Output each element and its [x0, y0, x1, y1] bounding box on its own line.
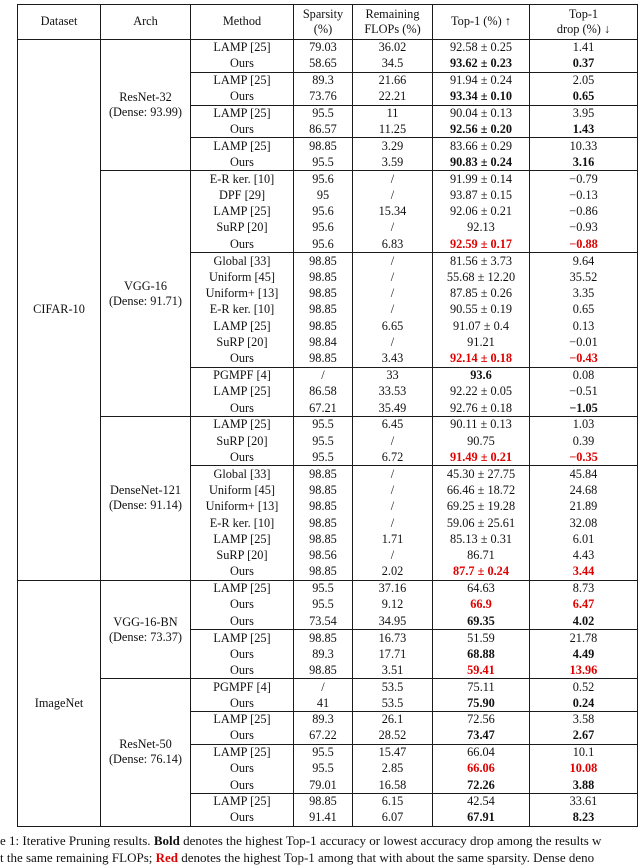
method-cell: Uniform+ [13]: [191, 498, 294, 514]
drop-cell: 0.39: [530, 433, 638, 449]
method-cell: Global [33]: [191, 253, 294, 269]
flops-cell: 9.12: [353, 597, 433, 613]
flops-cell: 3.51: [353, 662, 433, 678]
flops-cell: 15.47: [353, 744, 433, 760]
flops-cell: /: [353, 335, 433, 351]
top1-cell: 75.11: [433, 679, 530, 695]
flops-cell: 28.52: [353, 728, 433, 744]
flops-cell: 11: [353, 105, 433, 121]
method-cell: PGMPF [4]: [191, 679, 294, 695]
flops-cell: 6.15: [353, 793, 433, 809]
method-cell: LAMP [25]: [191, 630, 294, 646]
sparsity-cell: 95.5: [294, 597, 353, 613]
method-cell: LAMP [25]: [191, 105, 294, 121]
top1-cell: 90.83 ± 0.24: [433, 154, 530, 170]
flops-cell: /: [353, 220, 433, 236]
flops-cell: /: [353, 302, 433, 318]
arch-cell: [101, 416, 191, 580]
drop-cell: 8.73: [530, 580, 638, 596]
method-cell: Ours: [191, 236, 294, 252]
flops-cell: 3.29: [353, 138, 433, 154]
drop-cell: 0.65: [530, 89, 638, 105]
sparsity-cell: 95.6: [294, 236, 353, 252]
flops-cell: /: [353, 466, 433, 482]
flops-cell: /: [353, 285, 433, 301]
flops-cell: 3.43: [353, 351, 433, 367]
top1-cell: 91.94 ± 0.24: [433, 72, 530, 88]
sparsity-cell: 98.85: [294, 302, 353, 318]
method-cell: LAMP [25]: [191, 318, 294, 334]
flops-cell: 33: [353, 367, 433, 383]
drop-cell: 6.47: [530, 597, 638, 613]
flops-cell: 17.71: [353, 646, 433, 662]
drop-cell: 1.43: [530, 121, 638, 137]
top1-cell: 66.46 ± 18.72: [433, 482, 530, 498]
caption-keyword: Red: [155, 850, 179, 865]
sparsity-cell: 95.5: [294, 416, 353, 432]
flops-cell: 21.66: [353, 72, 433, 88]
drop-cell: 0.37: [530, 56, 638, 72]
sparsity-cell: 79.03: [294, 40, 353, 56]
sparsity-cell: 95.6: [294, 220, 353, 236]
caption-text: e 1: Iterative Pruning results.: [0, 833, 154, 848]
drop-cell: 21.78: [530, 630, 638, 646]
drop-cell: 6.01: [530, 531, 638, 547]
table-caption: [0, 832, 640, 866]
method-cell: Ours: [191, 89, 294, 105]
drop-cell: 3.35: [530, 285, 638, 301]
flops-cell: 16.73: [353, 630, 433, 646]
flops-cell: 53.5: [353, 695, 433, 711]
flops-cell: /: [353, 187, 433, 203]
drop-cell: −0.86: [530, 203, 638, 219]
sparsity-cell: 98.85: [294, 662, 353, 678]
column-header: Sparsity (%): [294, 5, 353, 40]
method-cell: Ours: [191, 121, 294, 137]
drop-cell: 45.84: [530, 466, 638, 482]
top1-cell: 87.85 ± 0.26: [433, 285, 530, 301]
flops-cell: 35.49: [353, 400, 433, 416]
method-cell: Ours: [191, 597, 294, 613]
sparsity-cell: 79.01: [294, 777, 353, 793]
top1-cell: 92.14 ± 0.18: [433, 351, 530, 367]
sparsity-cell: 58.65: [294, 56, 353, 72]
drop-cell: 0.52: [530, 679, 638, 695]
method-cell: E-R ker. [10]: [191, 171, 294, 187]
top1-cell: 75.90: [433, 695, 530, 711]
column-header: Top-1 drop (%) ↓: [530, 5, 638, 40]
drop-cell: 1.41: [530, 40, 638, 56]
top1-cell: 67.91: [433, 810, 530, 826]
method-cell: LAMP [25]: [191, 384, 294, 400]
top1-cell: 45.30 ± 27.75: [433, 466, 530, 482]
sparsity-cell: 98.85: [294, 630, 353, 646]
column-header: Dataset: [18, 5, 101, 40]
caption-text: denotes the highest Top-1 accuracy or lowest accuracy drop among the results w: [179, 833, 602, 848]
table-row: [18, 171, 638, 187]
sparsity-cell: 98.85: [294, 351, 353, 367]
arch-name: VGG-16: [123, 278, 168, 293]
method-cell: LAMP [25]: [191, 793, 294, 809]
flops-cell: 11.25: [353, 121, 433, 137]
method-cell: Ours: [191, 810, 294, 826]
method-cell: LAMP [25]: [191, 203, 294, 219]
top1-cell: 68.88: [433, 646, 530, 662]
top1-cell: 69.35: [433, 613, 530, 629]
sparsity-cell: 91.41: [294, 810, 353, 826]
drop-cell: 2.05: [530, 72, 638, 88]
flops-cell: 16.58: [353, 777, 433, 793]
top1-cell: 59.06 ± 25.61: [433, 515, 530, 531]
drop-cell: 0.24: [530, 695, 638, 711]
flops-cell: 2.85: [353, 761, 433, 777]
sparsity-cell: 67.21: [294, 400, 353, 416]
top1-cell: 72.26: [433, 777, 530, 793]
flops-cell: /: [353, 433, 433, 449]
top1-cell: 73.47: [433, 728, 530, 744]
sparsity-cell: /: [294, 679, 353, 695]
method-cell: Uniform [45]: [191, 482, 294, 498]
method-cell: Ours: [191, 56, 294, 72]
drop-cell: 4.49: [530, 646, 638, 662]
top1-cell: 66.04: [433, 744, 530, 760]
sparsity-cell: 98.85: [294, 482, 353, 498]
flops-cell: 6.65: [353, 318, 433, 334]
sparsity-cell: 95.5: [294, 154, 353, 170]
drop-cell: 4.43: [530, 548, 638, 564]
method-cell: Uniform [45]: [191, 269, 294, 285]
sparsity-cell: 98.85: [294, 138, 353, 154]
drop-cell: 10.1: [530, 744, 638, 760]
drop-cell: 9.64: [530, 253, 638, 269]
drop-cell: 8.23: [530, 810, 638, 826]
column-header: Arch: [101, 5, 191, 40]
flops-cell: /: [353, 548, 433, 564]
method-cell: E-R ker. [10]: [191, 302, 294, 318]
sparsity-cell: 89.3: [294, 712, 353, 728]
flops-cell: /: [353, 515, 433, 531]
method-cell: Ours: [191, 449, 294, 465]
drop-cell: 33.61: [530, 793, 638, 809]
method-cell: LAMP [25]: [191, 744, 294, 760]
method-cell: Ours: [191, 761, 294, 777]
top1-cell: 81.56 ± 3.73: [433, 253, 530, 269]
arch-dense-accuracy: (Dense: 93.99): [108, 105, 183, 120]
sparsity-cell: 89.3: [294, 72, 353, 88]
drop-cell: −0.13: [530, 187, 638, 203]
method-cell: Ours: [191, 695, 294, 711]
top1-cell: 64.63: [433, 580, 530, 596]
sparsity-cell: 95.5: [294, 433, 353, 449]
header-row: [18, 5, 638, 40]
caption-text: denotes the highest Top-1 among that with about the same sparsity. Dense deno: [178, 850, 595, 865]
top1-cell: 91.21: [433, 335, 530, 351]
method-cell: LAMP [25]: [191, 580, 294, 596]
table-row: [18, 416, 638, 432]
drop-cell: 2.67: [530, 728, 638, 744]
drop-cell: −1.05: [530, 400, 638, 416]
flops-cell: 6.07: [353, 810, 433, 826]
sparsity-cell: 73.54: [294, 613, 353, 629]
method-cell: DPF [29]: [191, 187, 294, 203]
top1-cell: 90.75: [433, 433, 530, 449]
table-body: [18, 40, 638, 827]
flops-cell: /: [353, 253, 433, 269]
drop-cell: 0.08: [530, 367, 638, 383]
sparsity-cell: 95.5: [294, 761, 353, 777]
flops-cell: 33.53: [353, 384, 433, 400]
flops-cell: 53.5: [353, 679, 433, 695]
caption-line: [0, 832, 640, 849]
sparsity-cell: 98.85: [294, 531, 353, 547]
column-header: Method: [191, 5, 294, 40]
top1-cell: 69.25 ± 19.28: [433, 498, 530, 514]
sparsity-cell: 98.85: [294, 793, 353, 809]
drop-cell: 13.96: [530, 662, 638, 678]
top1-cell: 92.06 ± 0.21: [433, 203, 530, 219]
caption-keyword: Bold: [153, 833, 180, 848]
method-cell: SuRP [20]: [191, 433, 294, 449]
sparsity-cell: 98.85: [294, 515, 353, 531]
sparsity-cell: 98.85: [294, 318, 353, 334]
sparsity-cell: 98.56: [294, 548, 353, 564]
drop-cell: −0.43: [530, 351, 638, 367]
method-cell: E-R ker. [10]: [191, 515, 294, 531]
method-cell: Ours: [191, 564, 294, 580]
top1-cell: 51.59: [433, 630, 530, 646]
top1-cell: 93.87 ± 0.15: [433, 187, 530, 203]
arch-dense-accuracy: (Dense: 91.14): [108, 498, 183, 513]
method-cell: Ours: [191, 351, 294, 367]
sparsity-cell: 95.5: [294, 449, 353, 465]
top1-cell: 90.55 ± 0.19: [433, 302, 530, 318]
arch-dense-accuracy: (Dense: 91.71): [108, 293, 183, 308]
top1-cell: 85.13 ± 0.31: [433, 531, 530, 547]
top1-cell: 87.7 ± 0.24: [433, 564, 530, 580]
top1-cell: 91.07 ± 0.4: [433, 318, 530, 334]
method-cell: PGMPF [4]: [191, 367, 294, 383]
method-cell: Ours: [191, 662, 294, 678]
sparsity-cell: 98.85: [294, 285, 353, 301]
drop-cell: 24.68: [530, 482, 638, 498]
table-row: [18, 580, 638, 596]
sparsity-cell: 98.85: [294, 498, 353, 514]
top1-cell: 93.62 ± 0.23: [433, 56, 530, 72]
flops-cell: /: [353, 498, 433, 514]
sparsity-cell: /: [294, 367, 353, 383]
flops-cell: 22.21: [353, 89, 433, 105]
top1-cell: 92.58 ± 0.25: [433, 40, 530, 56]
sparsity-cell: 86.58: [294, 384, 353, 400]
flops-cell: 6.45: [353, 416, 433, 432]
sparsity-cell: 98.85: [294, 253, 353, 269]
top1-cell: 91.99 ± 0.14: [433, 171, 530, 187]
sparsity-cell: 41: [294, 695, 353, 711]
top1-cell: 91.49 ± 0.21: [433, 449, 530, 465]
sparsity-cell: 98.85: [294, 564, 353, 580]
drop-cell: 0.13: [530, 318, 638, 334]
method-cell: SuRP [20]: [191, 335, 294, 351]
top1-cell: 90.11 ± 0.13: [433, 416, 530, 432]
drop-cell: 3.58: [530, 712, 638, 728]
sparsity-cell: 67.22: [294, 728, 353, 744]
top1-cell: 66.9: [433, 597, 530, 613]
arch-name: ResNet-50: [119, 737, 172, 752]
flops-cell: 3.59: [353, 154, 433, 170]
method-cell: LAMP [25]: [191, 138, 294, 154]
sparsity-cell: 95: [294, 187, 353, 203]
top1-cell: 86.71: [433, 548, 530, 564]
flops-cell: 1.71: [353, 531, 433, 547]
arch-cell: [101, 679, 191, 827]
flops-cell: 15.34: [353, 203, 433, 219]
sparsity-cell: 73.76: [294, 89, 353, 105]
sparsity-cell: 86.57: [294, 121, 353, 137]
top1-cell: 42.54: [433, 793, 530, 809]
top1-cell: 92.76 ± 0.18: [433, 400, 530, 416]
top1-cell: 83.66 ± 0.29: [433, 138, 530, 154]
sparsity-cell: 98.85: [294, 269, 353, 285]
method-cell: Ours: [191, 613, 294, 629]
top1-cell: 72.56: [433, 712, 530, 728]
top1-cell: 92.22 ± 0.05: [433, 384, 530, 400]
flops-cell: 6.83: [353, 236, 433, 252]
flops-cell: 26.1: [353, 712, 433, 728]
drop-cell: 3.95: [530, 105, 638, 121]
drop-cell: 0.65: [530, 302, 638, 318]
sparsity-cell: 95.5: [294, 580, 353, 596]
arch-dense-accuracy: (Dense: 73.37): [108, 629, 183, 644]
method-cell: LAMP [25]: [191, 72, 294, 88]
method-cell: Ours: [191, 400, 294, 416]
method-cell: LAMP [25]: [191, 416, 294, 432]
drop-cell: −0.01: [530, 335, 638, 351]
method-cell: Ours: [191, 777, 294, 793]
sparsity-cell: 95.6: [294, 171, 353, 187]
drop-cell: 3.16: [530, 154, 638, 170]
method-cell: Global [33]: [191, 466, 294, 482]
flops-cell: 36.02: [353, 40, 433, 56]
method-cell: SuRP [20]: [191, 548, 294, 564]
top1-cell: 92.59 ± 0.17: [433, 236, 530, 252]
drop-cell: −0.51: [530, 384, 638, 400]
top1-cell: 66.06: [433, 761, 530, 777]
drop-cell: 3.44: [530, 564, 638, 580]
sparsity-cell: 98.85: [294, 466, 353, 482]
arch-cell: [101, 40, 191, 171]
drop-cell: 4.02: [530, 613, 638, 629]
caption-text: t the same remaining FLOPs;: [0, 850, 156, 865]
flops-cell: 34.95: [353, 613, 433, 629]
flops-cell: 6.72: [353, 449, 433, 465]
arch-name: VGG-16-BN: [113, 614, 178, 629]
drop-cell: 35.52: [530, 269, 638, 285]
results-table: [17, 4, 638, 827]
top1-cell: 92.13: [433, 220, 530, 236]
flops-cell: 34.5: [353, 56, 433, 72]
sparsity-cell: 89.3: [294, 646, 353, 662]
flops-cell: 2.02: [353, 564, 433, 580]
method-cell: LAMP [25]: [191, 531, 294, 547]
method-cell: Ours: [191, 154, 294, 170]
sparsity-cell: 95.6: [294, 203, 353, 219]
drop-cell: 21.89: [530, 498, 638, 514]
drop-cell: −0.79: [530, 171, 638, 187]
arch-dense-accuracy: (Dense: 76.14): [108, 752, 183, 767]
top1-cell: 55.68 ± 12.20: [433, 269, 530, 285]
top1-cell: 90.04 ± 0.13: [433, 105, 530, 121]
method-cell: SuRP [20]: [191, 220, 294, 236]
arch-cell: [101, 171, 191, 417]
method-cell: LAMP [25]: [191, 40, 294, 56]
table-row: [18, 679, 638, 695]
top1-cell: 59.41: [433, 662, 530, 678]
sparsity-cell: 95.5: [294, 744, 353, 760]
method-cell: Ours: [191, 728, 294, 744]
drop-cell: −0.93: [530, 220, 638, 236]
arch-name: DenseNet-121: [109, 483, 182, 498]
column-header: Remaining FLOPs (%): [353, 5, 433, 40]
method-cell: Ours: [191, 646, 294, 662]
arch-cell: [101, 580, 191, 678]
flops-cell: 37.16: [353, 580, 433, 596]
dataset-cell: ImageNet: [18, 580, 101, 826]
method-cell: LAMP [25]: [191, 712, 294, 728]
drop-cell: 3.88: [530, 777, 638, 793]
column-header: Top-1 (%) ↑: [433, 5, 530, 40]
arch-name: ResNet-32: [119, 90, 172, 105]
top1-cell: 93.34 ± 0.10: [433, 89, 530, 105]
drop-cell: −0.35: [530, 449, 638, 465]
table-row: [18, 40, 638, 56]
drop-cell: 10.08: [530, 761, 638, 777]
drop-cell: 32.08: [530, 515, 638, 531]
drop-cell: 1.03: [530, 416, 638, 432]
top1-cell: 92.56 ± 0.20: [433, 121, 530, 137]
flops-cell: /: [353, 482, 433, 498]
drop-cell: 10.33: [530, 138, 638, 154]
sparsity-cell: 98.84: [294, 335, 353, 351]
flops-cell: /: [353, 269, 433, 285]
sparsity-cell: 95.5: [294, 105, 353, 121]
dataset-cell: CIFAR-10: [18, 40, 101, 581]
flops-cell: /: [353, 171, 433, 187]
table-header: [18, 5, 638, 40]
drop-cell: −0.88: [530, 236, 638, 252]
top1-cell: 93.6: [433, 367, 530, 383]
method-cell: Uniform+ [13]: [191, 285, 294, 301]
